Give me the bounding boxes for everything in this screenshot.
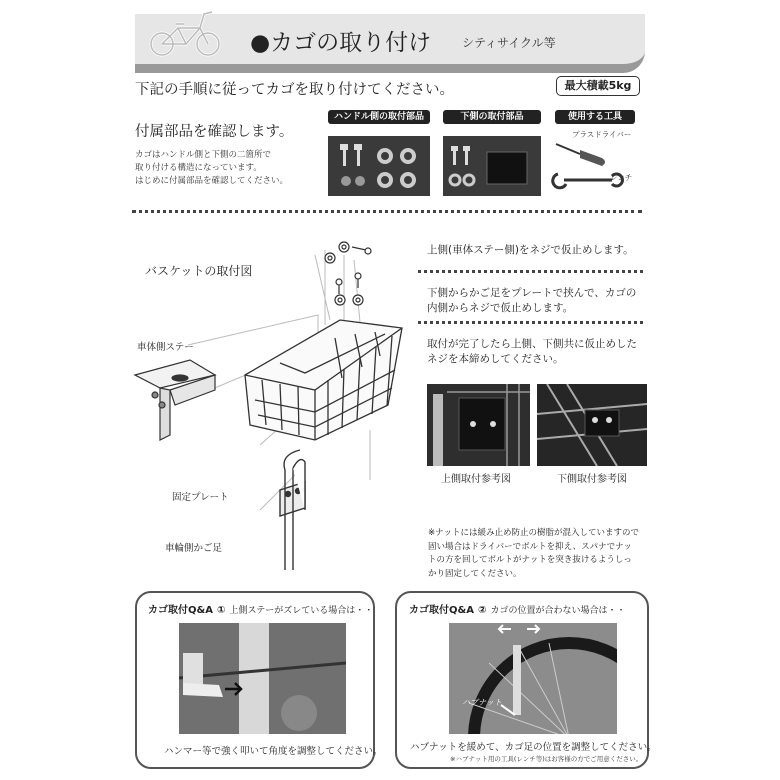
handle-parts-label: ハンドル側の取付部品	[328, 110, 430, 124]
qa2-title: カゴ取付Q&A	[409, 605, 474, 616]
max-load-badge: 最大積載5kg	[556, 76, 640, 96]
intro-text: 下記の手順に従ってカゴを取り付けてください。	[135, 82, 454, 98]
handle-parts-photo	[328, 136, 430, 196]
stay-bracket	[135, 360, 215, 440]
parts-note: カゴはハンドル側と下側の二箇所で 取り付ける構造になっています。 はじめに付属部品を確認してください。	[135, 150, 289, 186]
qa1-title: カゴ取付Q&A	[148, 605, 213, 616]
basket-leg	[280, 450, 305, 570]
wrench-label: レンチ	[610, 173, 633, 182]
qa1-photo	[179, 623, 346, 734]
tools-label: 使用する工具	[555, 110, 635, 124]
step-2-text: 下側からかご足をプレートで挟んで、カゴの 内側からネジで仮止めします。	[427, 287, 637, 314]
screwdriver-icon	[556, 144, 605, 166]
nut-note: ※ナットには緩み止め防止の樹脂が混入していますので 固い場合はドライバーでボルトを抑え、スパナでナッ トの方を回してボルトがナットを突き抜けるようしっ かり固定してください。	[428, 528, 639, 579]
lower-parts-photo	[443, 136, 541, 196]
step-3-text: 取付が完了したら上側、下側共に仮止めした ネジを本締めしてください。	[427, 338, 637, 365]
qa2-header	[409, 601, 625, 616]
upper-mount-photo	[427, 384, 530, 466]
upper-mount-caption: 上側取付参考図	[441, 474, 511, 485]
lower-parts-label: 下側の取付部品	[443, 110, 541, 124]
leg-label: 車輪側かご足	[165, 543, 223, 554]
plate-label: 固定プレート	[172, 492, 229, 503]
qa1-header	[148, 601, 373, 616]
qa1-subtitle: 上側ステーがズレている場合は・・	[229, 606, 374, 616]
page-title: ●カゴの取り付け	[250, 30, 432, 56]
bicycle-icon	[146, 6, 226, 58]
qa2-caption: ハブナットを緩めて、カゴ足の位置を調整してください。	[410, 742, 657, 753]
qa2-photo	[449, 623, 617, 734]
lower-mount-photo	[537, 384, 647, 466]
qa2-subtitle: カゴの位置が合わない場合は・・	[490, 606, 626, 616]
qa1-caption: ハンマー等で強く叩いて角度を調整してください。	[164, 746, 383, 757]
parts-heading: 付属部品を確認します。	[135, 124, 294, 140]
qa2-small-note: ※ハブナット用の工具(レンチ等)はお客様の方でご用意ください。	[450, 755, 643, 763]
lower-mount-caption: 下側取付参考図	[557, 474, 627, 485]
tools-icon	[550, 136, 640, 200]
stay-label: 車体側ステー	[137, 342, 194, 353]
screw-icon	[325, 242, 371, 305]
page-subtitle: シティサイクル等	[462, 36, 556, 50]
screwdriver-label: プラスドライバー	[572, 130, 632, 139]
qa2-number: ②	[477, 605, 487, 616]
step-1-text: 上側(車体ステー側)をネジで仮止めします。	[427, 244, 634, 256]
step-divider-1	[418, 270, 643, 273]
section-divider	[132, 210, 642, 213]
qa1-number: ①	[216, 605, 226, 616]
qa2-photo-label: ハブナット	[462, 698, 502, 707]
diagram-title: バスケットの取付図	[145, 264, 253, 278]
basket-diagram	[130, 230, 415, 575]
basket-wire-frame	[245, 320, 402, 440]
step-divider-2	[418, 321, 643, 324]
